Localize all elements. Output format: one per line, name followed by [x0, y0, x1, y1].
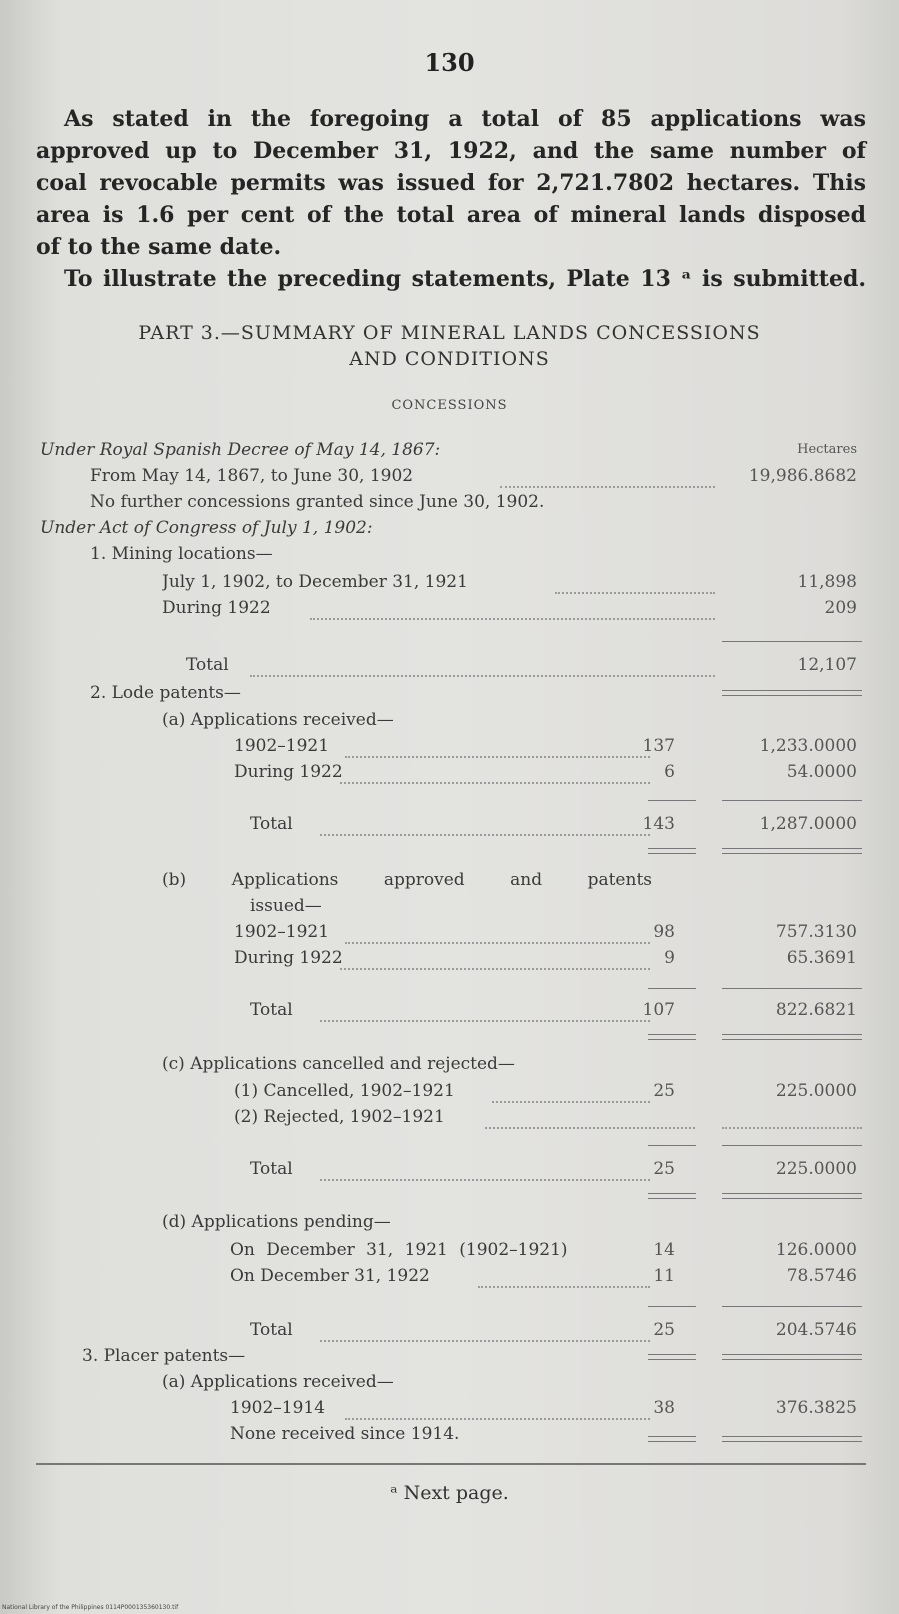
row-hectares: 376.3825: [775, 1398, 857, 1418]
row-hectares: 209: [824, 598, 857, 618]
row-label: (a) Applications received—: [162, 710, 394, 730]
leader-dots: [478, 1286, 650, 1288]
table-row: [0, 598, 899, 626]
row-hectares: 225.0000: [775, 1081, 857, 1101]
leader-dots: [320, 1179, 650, 1181]
intro-paragraph: [36, 103, 866, 295]
row-label: (c) Applications cancelled and rejected—: [162, 1054, 515, 1074]
row-hectares: 225.0000: [775, 1159, 857, 1179]
leader-dots: [555, 592, 715, 594]
row-hectares: 1,287.0000: [759, 814, 857, 834]
table-row: [0, 572, 899, 600]
row-count: 25: [653, 1320, 675, 1340]
row-label: During 1922: [162, 598, 271, 618]
row-label: From May 14, 1867, to June 30, 1902: [90, 466, 414, 486]
footnote: ᵃ Next page.: [390, 1482, 509, 1504]
row-count: 38: [653, 1398, 675, 1418]
row-count: 143: [642, 814, 675, 834]
table-row: [0, 1266, 899, 1294]
row-hectares: 126.0000: [775, 1240, 857, 1260]
row-hectares: 822.6821: [775, 1000, 857, 1020]
row-hectares: 11,898: [797, 572, 857, 592]
intro-line: As stated in the foregoing a total of 85 applications was: [64, 106, 866, 132]
row-label: Total: [250, 1320, 293, 1340]
table-row: [0, 655, 899, 683]
row-hectares: 757.3130: [775, 922, 857, 942]
row-label: During 1922: [234, 762, 343, 782]
row-label: None received since 1914.: [230, 1424, 460, 1444]
row-label: (a) Applications received—: [162, 1372, 394, 1392]
intro-line: area is 1.6 per cent of the total area of mineral lands disposed: [36, 202, 866, 228]
part-heading-line-1: PART 3.—SUMMARY OF MINERAL LANDS CONCESSIONS: [138, 322, 761, 344]
archive-stamp: National Library of the Philippines 0114P000135360130.tif: [2, 1604, 179, 1611]
table-row: [0, 870, 899, 898]
table-row: [0, 1346, 899, 1374]
row-label: On December 31, 1922: [230, 1266, 430, 1286]
total-double-rule: [722, 1034, 862, 1040]
row-label: 2. Lode patents—: [90, 683, 241, 703]
table-row: [0, 948, 899, 976]
row-label: July 1, 1902, to December 31, 1921: [162, 572, 468, 592]
table-row: [0, 710, 899, 738]
row-label: (1) Cancelled, 1902–1921: [234, 1081, 455, 1101]
table-row: [0, 1081, 899, 1109]
row-label: 1902–1921: [234, 736, 330, 756]
leader-dots: [492, 1101, 650, 1103]
leader-dots: [345, 756, 650, 758]
row-label: 1. Mining locations—: [90, 544, 273, 564]
row-count: 9: [664, 948, 675, 968]
leader-dots: [340, 968, 650, 970]
row-label: 1902–1914: [230, 1398, 326, 1418]
table-row: [0, 466, 899, 494]
sum-rule: [722, 641, 862, 642]
row-label: (d) Applications pending—: [162, 1212, 391, 1232]
sum-rule: [648, 1306, 696, 1307]
row-label: Under Act of Congress of July 1, 1902:: [40, 518, 373, 538]
leader-dots: [345, 1418, 650, 1420]
total-double-rule: [648, 1354, 696, 1360]
intro-line: coal revocable permits was issued for 2,721.7802 hectares. This: [36, 170, 866, 196]
table-row: [0, 922, 899, 950]
row-count: 137: [642, 736, 675, 756]
row-label: Total: [250, 814, 293, 834]
total-double-rule: [722, 1436, 862, 1442]
table-row: [0, 1212, 899, 1240]
row-hectares: 65.3691: [786, 948, 857, 968]
row-count: 107: [642, 1000, 675, 1020]
leader-dots: [250, 675, 715, 677]
row-hectares: 1,233.0000: [759, 736, 857, 756]
footnote-separator: [36, 1463, 866, 1465]
row-count: 6: [664, 762, 675, 782]
row-label: Under Royal Spanish Decree of May 14, 1867:: [40, 440, 441, 460]
row-label: 1902–1921: [234, 922, 330, 942]
table-row: [0, 1372, 899, 1400]
row-hectares: 54.0000: [786, 762, 857, 782]
table-row: [0, 736, 899, 764]
total-double-rule: [648, 848, 696, 854]
table-row: [0, 1159, 899, 1187]
row-label: Total: [250, 1159, 293, 1179]
leader-dots: [320, 1020, 650, 1022]
table-row: [0, 896, 899, 924]
leader-dots: [345, 942, 650, 944]
row-label: (b) Applications approved and patents: [162, 870, 652, 890]
row-count: 25: [653, 1159, 675, 1179]
sum-rule: [648, 1145, 696, 1146]
table-row: [0, 1398, 899, 1426]
sum-rule: [722, 800, 862, 801]
row-hectares: 204.5746: [775, 1320, 857, 1340]
leader-dots: [340, 782, 650, 784]
table-row: [0, 1240, 899, 1268]
total-double-rule: [648, 1436, 696, 1442]
leader-dots: [320, 1340, 650, 1342]
row-label: (2) Rejected, 1902–1921: [234, 1107, 445, 1127]
sum-rule: [722, 1306, 862, 1307]
sum-rule: [648, 988, 696, 989]
row-count: 11: [653, 1266, 675, 1286]
row-label: Total: [186, 655, 229, 675]
intro-line: of to the same date.: [36, 234, 282, 260]
page-number: 130: [424, 48, 475, 77]
hectares-column-header: Hectares: [797, 442, 857, 457]
leader-dots: [722, 1127, 862, 1129]
table-row: [0, 1054, 899, 1082]
total-double-rule: [722, 1193, 862, 1199]
table-row: [0, 814, 899, 842]
table-row: [0, 762, 899, 790]
total-double-rule: [722, 1354, 862, 1360]
sum-rule: [648, 800, 696, 801]
table-row: [0, 440, 899, 468]
table-row: [0, 518, 899, 546]
row-label: On December 31, 1921 (1902–1921): [230, 1240, 568, 1260]
table-row: [0, 1000, 899, 1028]
table-row: [0, 683, 899, 711]
total-double-rule: [648, 1034, 696, 1040]
row-hectares: 19,986.8682: [748, 466, 857, 486]
total-double-rule: [722, 690, 862, 696]
total-double-rule: [722, 848, 862, 854]
row-label: 3. Placer patents—: [82, 1346, 246, 1366]
leader-dots: [500, 486, 715, 488]
leader-dots: [485, 1127, 695, 1129]
concessions-subheading: CONCESSIONS: [391, 398, 508, 413]
table-row: [0, 1107, 899, 1135]
row-label: No further concessions granted since June 30, 1902.: [90, 492, 545, 512]
row-count: 14: [653, 1240, 675, 1260]
row-count: 98: [653, 922, 675, 942]
row-label: During 1922: [234, 948, 343, 968]
sum-rule: [722, 988, 862, 989]
table-row: [0, 492, 899, 520]
intro-line: To illustrate the preceding statements, Plate 13 ᵃ is submitted.: [64, 266, 866, 292]
sum-rule: [722, 1145, 862, 1146]
leader-dots: [320, 834, 650, 836]
table-row: [0, 1320, 899, 1348]
intro-line: approved up to December 31, 1922, and the same number of: [36, 138, 866, 164]
row-hectares: 12,107: [797, 655, 857, 675]
row-label: issued—: [250, 896, 322, 916]
part-heading-line-2: AND CONDITIONS: [349, 348, 550, 370]
row-count: 25: [653, 1081, 675, 1101]
total-double-rule: [648, 1193, 696, 1199]
row-label: Total: [250, 1000, 293, 1020]
leader-dots: [310, 618, 715, 620]
row-hectares: 78.5746: [786, 1266, 857, 1286]
table-row: [0, 544, 899, 572]
